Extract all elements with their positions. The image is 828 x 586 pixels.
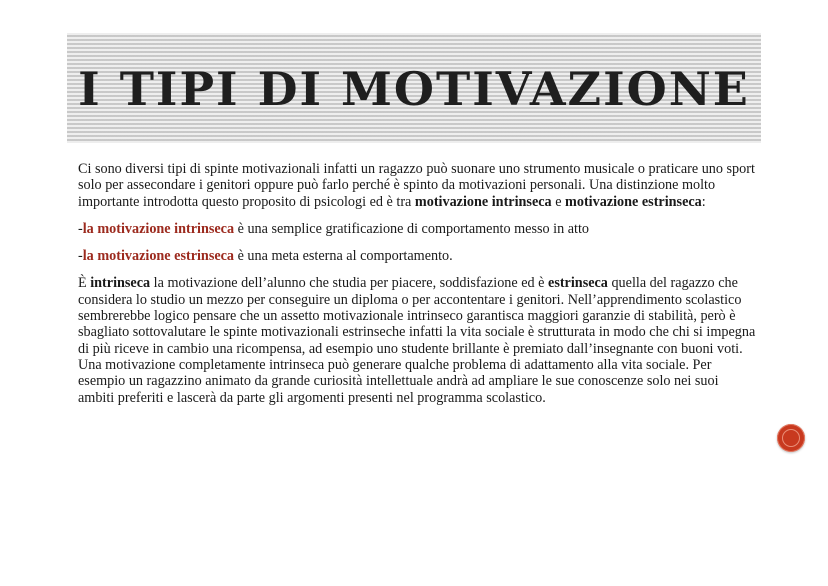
intro-colon: : xyxy=(701,193,706,210)
bullet-term: la motivazione estrinseca xyxy=(82,248,235,265)
bullet-intrinsic xyxy=(78,221,758,237)
intro-paragraph xyxy=(78,161,758,210)
slide-title: I TIPI DI MOTIVAZIONE xyxy=(78,62,750,116)
explanation-text1: la motivazione dell’alunno che studia per piacere, soddisfazione ed è xyxy=(150,275,549,292)
explanation-paragraph xyxy=(78,275,758,405)
explanation-term-extrinsic: estrinseca xyxy=(548,275,608,292)
bullet-dash: - xyxy=(78,248,83,265)
explanation-term-intrinsic: intrinseca xyxy=(90,275,151,292)
bullet-term: la motivazione intrinseca xyxy=(82,220,235,237)
explanation-text2: quella del ragazzo che considera lo studio un mezzo per conseguire un diploma o per accontentare i genitori. Nell’apprendimento scolastico sembrerebbe logico pensare che un assetto motivazionale intrinseco garantisca maggiori garanzie di stabilità, però è sbagliato sottovalutare le spinte motivazionali estrinseche infatti la vita sociale è strutturata in modo che chi si impegna di più riceve in cambio una ricompensa, ad esempio uno studente brillante è premiato dall’insegnante con buoni voti. Una motivazione completamente intrinseca può generare qualche problema di adattamento alla vita sociale. Per esempio un ragazzino animato da grande curiosità intellettuale andrà ad ampliare le sue conoscenze solo nei suoi ambiti preferiti e lascerà da parte gli argomenti presenti nel programma scolastico. xyxy=(78,275,756,406)
term-extrinsic: motivazione estrinseca xyxy=(565,193,702,210)
intro-conjunction: e xyxy=(551,193,566,210)
bullet-text: è una meta esterna al comportamento. xyxy=(234,248,453,265)
decorative-circle-icon xyxy=(777,424,805,452)
term-intrinsic: motivazione intrinseca xyxy=(414,193,552,210)
slide-body xyxy=(78,161,758,406)
intro-text: Ci sono diversi tipi di spinte motivazionali infatti un ragazzo può suonare uno strumento musicale o praticare uno sport solo per assecondare i genitori oppure può farlo perché è spinto da motivazioni personali. Una distinzione molto importante introdotta questo proposito di psicologi ed è tra xyxy=(78,161,755,210)
bullet-text: è una semplice gratificazione di comportamento messo in atto xyxy=(234,220,590,237)
explanation-start: È xyxy=(78,275,91,292)
bullet-dash: - xyxy=(78,220,83,237)
bullet-extrinsic xyxy=(78,248,758,264)
title-banner xyxy=(67,33,761,143)
